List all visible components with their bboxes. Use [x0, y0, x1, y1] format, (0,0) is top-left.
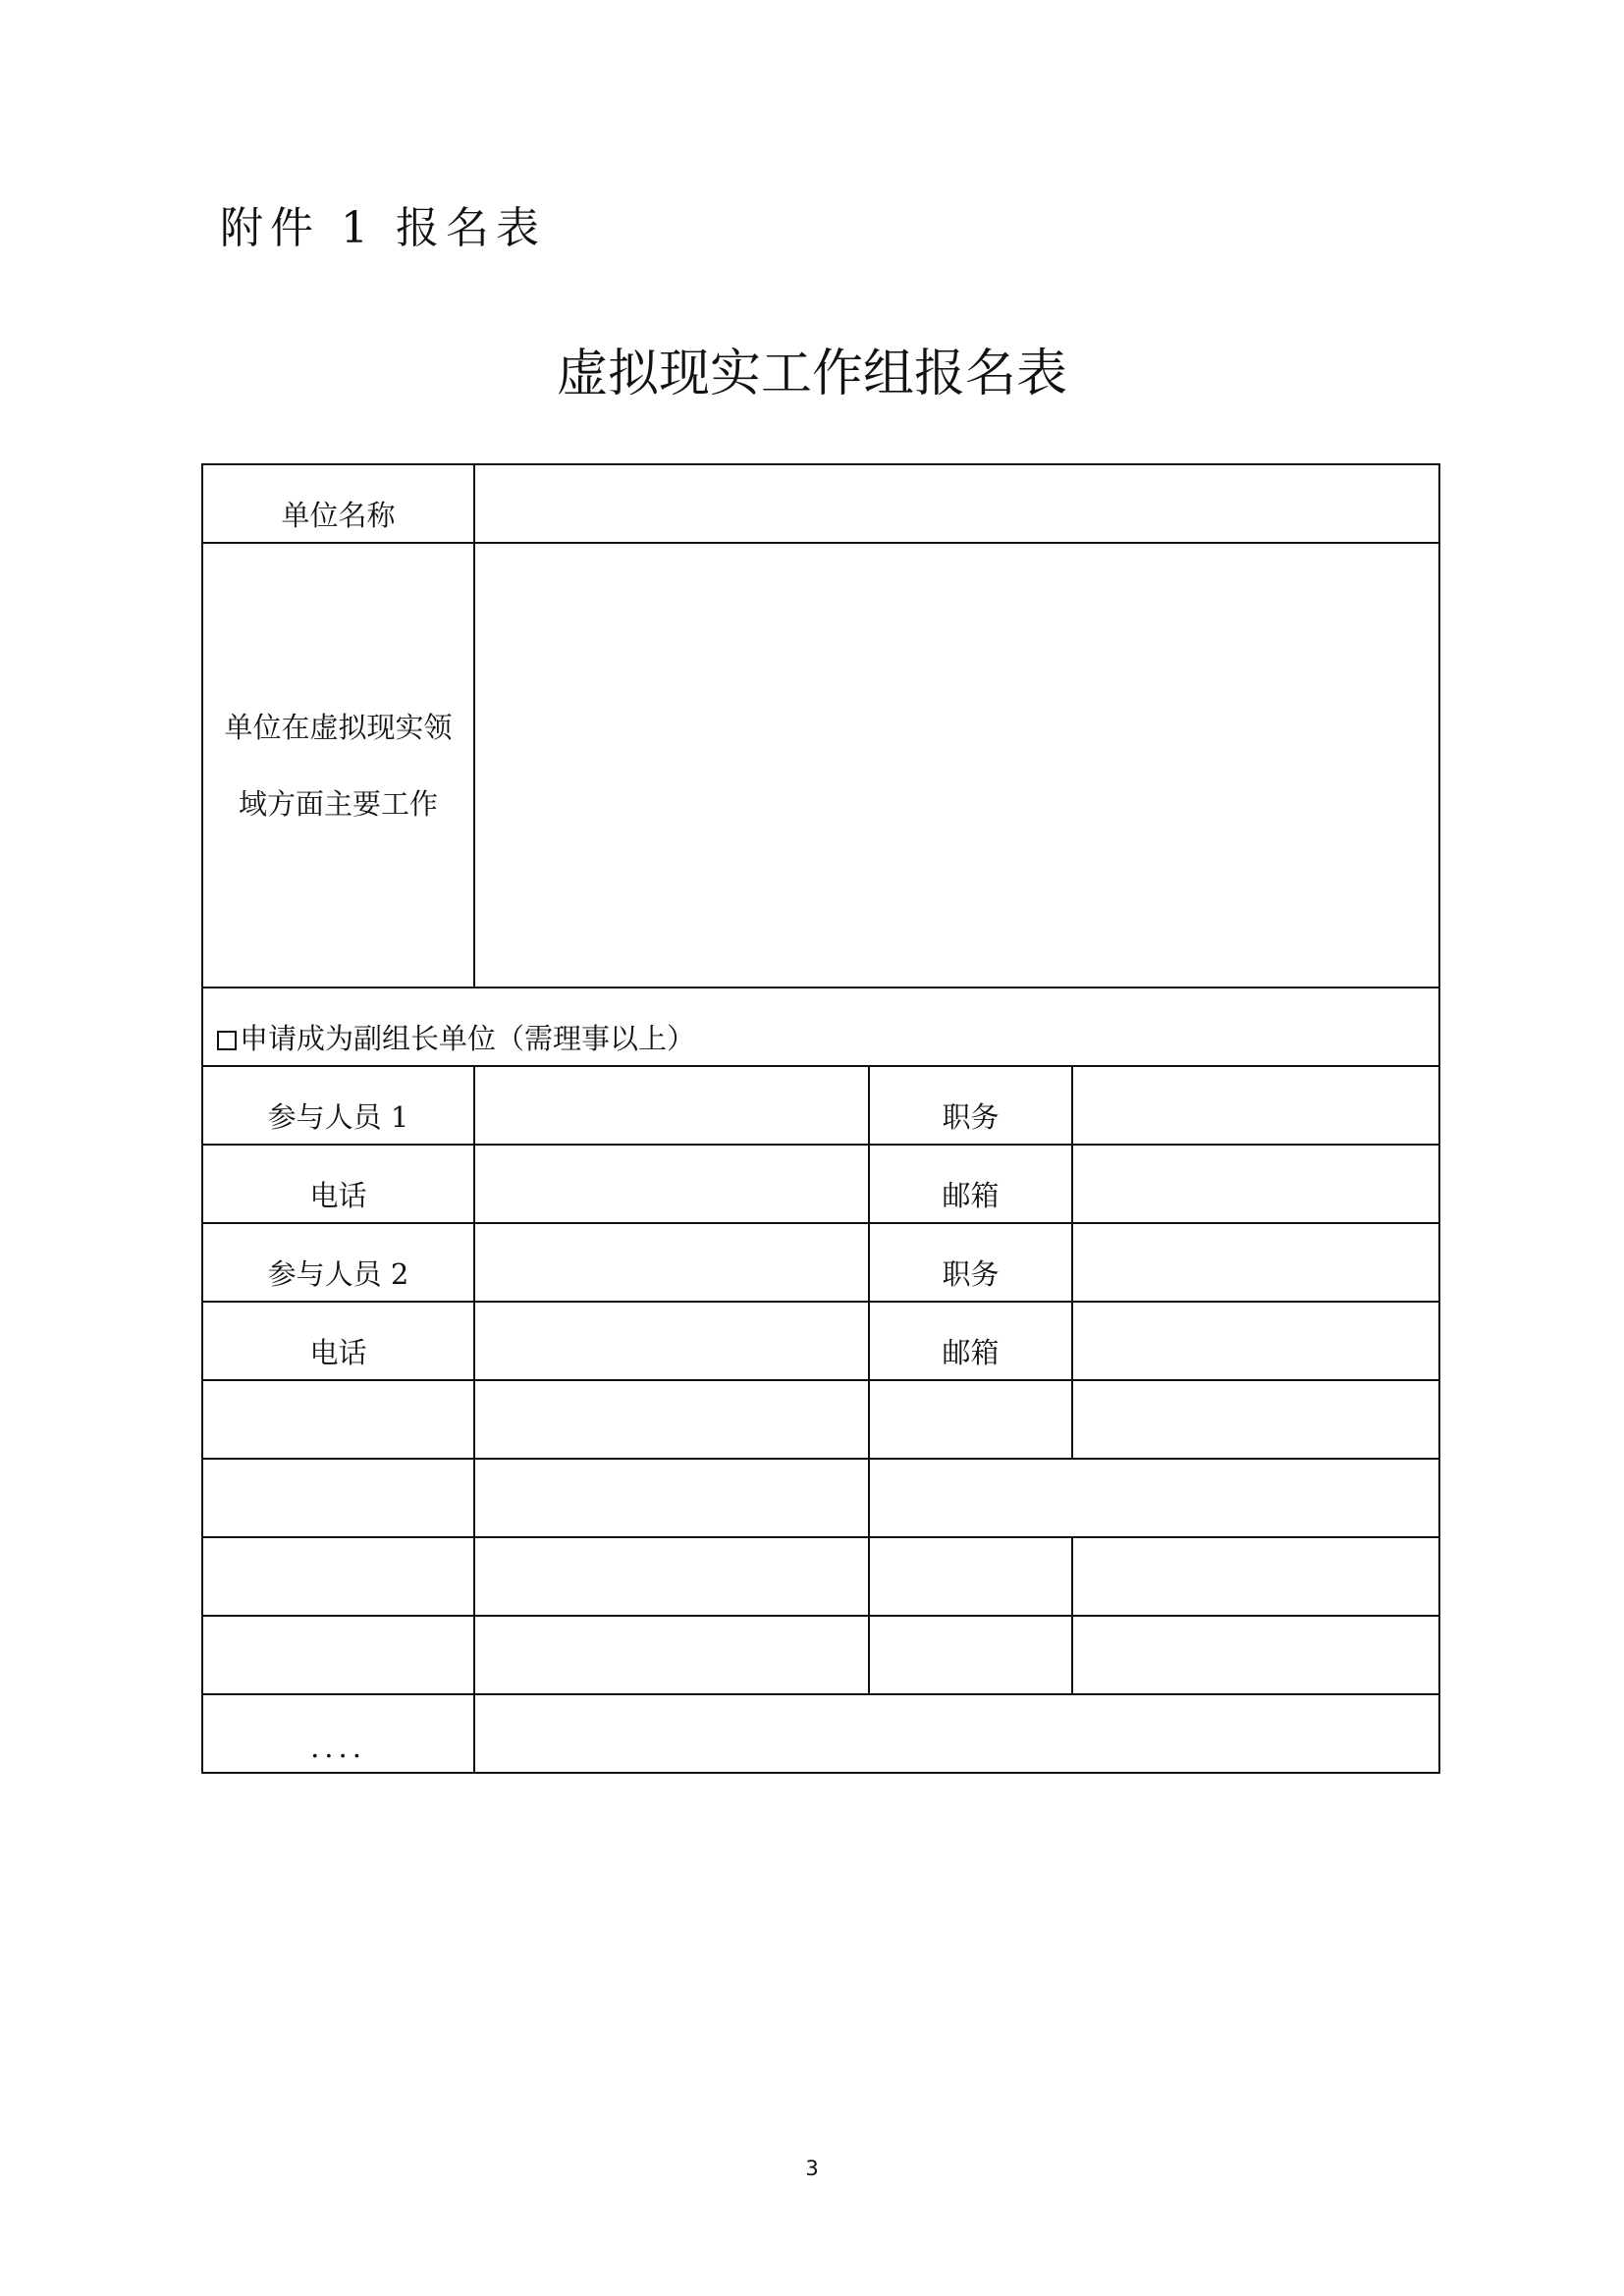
table-row [202, 1223, 1439, 1302]
vice-leader-option-label: 申请成为副组长单位（需理事以上） [240, 1022, 696, 1055]
table-row [202, 1145, 1439, 1223]
participant2-email-label: 邮箱 [869, 1302, 1072, 1380]
empty-cell[interactable] [474, 1380, 869, 1459]
participant1-position-label: 职务 [869, 1066, 1072, 1145]
table-row [202, 1459, 1439, 1537]
empty-cell[interactable] [869, 1380, 1072, 1459]
unit-name-field[interactable] [474, 464, 1439, 543]
participant2-name-field[interactable] [474, 1223, 869, 1302]
table-row [202, 464, 1439, 543]
empty-cell[interactable] [474, 1616, 869, 1694]
empty-cell[interactable] [869, 1537, 1072, 1616]
attachment-label: 附件 1 报名表 [220, 203, 546, 253]
empty-cell[interactable] [202, 1616, 474, 1694]
empty-cell[interactable] [474, 1537, 869, 1616]
participant1-phone-label: 电话 [202, 1145, 474, 1223]
empty-cell[interactable] [202, 1459, 474, 1537]
empty-cell[interactable] [1072, 1380, 1439, 1459]
table-row [202, 1537, 1439, 1616]
table-row [202, 1302, 1439, 1380]
table-row [202, 543, 1439, 988]
participant1-email-field[interactable] [1072, 1145, 1439, 1223]
page-number: 3 [805, 2157, 819, 2180]
unit-work-label [202, 543, 474, 988]
participant2-label: 参与人员 2 [202, 1223, 474, 1302]
empty-cell[interactable] [202, 1537, 474, 1616]
participant2-position-field[interactable] [1072, 1223, 1439, 1302]
empty-cell[interactable] [869, 1616, 1072, 1694]
table-row [202, 1694, 1439, 1773]
unit-name-label: 单位名称 [202, 464, 474, 543]
registration-form-table [201, 463, 1440, 1774]
empty-cell[interactable] [202, 1380, 474, 1459]
empty-cell[interactable] [1072, 1537, 1439, 1616]
table-row [202, 1380, 1439, 1459]
vice-leader-option [202, 988, 1439, 1066]
unit-work-label-line2: 域方面主要工作 [238, 786, 438, 821]
participant1-email-label: 邮箱 [869, 1145, 1072, 1223]
empty-cell[interactable] [474, 1459, 869, 1537]
document-title: 虚拟现实工作组报名表 [556, 345, 1067, 403]
empty-cell[interactable] [1072, 1616, 1439, 1694]
empty-cell[interactable] [869, 1459, 1439, 1537]
table-row [202, 1616, 1439, 1694]
checkbox-icon[interactable] [217, 1031, 237, 1050]
participant1-name-field[interactable] [474, 1066, 869, 1145]
participant2-position-label: 职务 [869, 1223, 1072, 1302]
participant1-phone-field[interactable] [474, 1145, 869, 1223]
unit-work-label-line1: 单位在虚拟现实领 [224, 710, 453, 744]
participant1-label: 参与人员 1 [202, 1066, 474, 1145]
more-entries-field[interactable] [474, 1694, 1439, 1773]
participant1-position-field[interactable] [1072, 1066, 1439, 1145]
table-row [202, 988, 1439, 1066]
participant2-email-field[interactable] [1072, 1302, 1439, 1380]
unit-work-field[interactable] [474, 543, 1439, 988]
participant2-phone-field[interactable] [474, 1302, 869, 1380]
ellipsis-label: .... [202, 1694, 474, 1773]
participant2-phone-label: 电话 [202, 1302, 474, 1380]
table-row [202, 1066, 1439, 1145]
